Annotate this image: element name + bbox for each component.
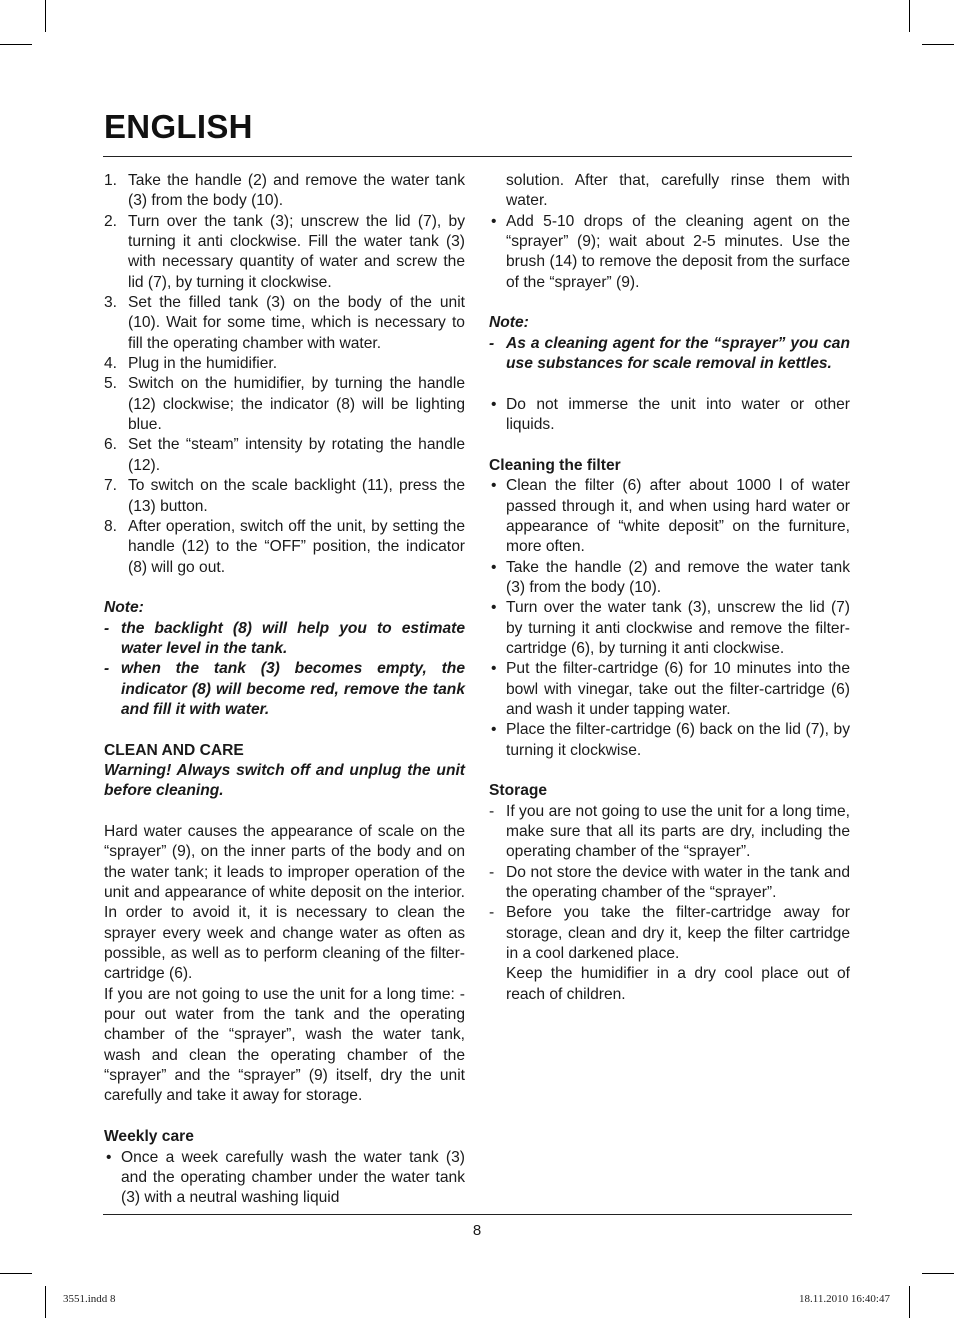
- crop-mark: [922, 44, 954, 45]
- bullet-text: Take the handle (2) and remove the water tank (3) from the body (10).: [506, 558, 850, 596]
- crop-mark: [45, 1286, 46, 1318]
- step-number: 7.: [104, 477, 118, 495]
- list-item: [489, 802, 850, 863]
- paragraph: If you are not going to use the unit for a long time: - pour out water from the tank and the operating chamber of the “sprayer”, wash the water tank, wash and clean the operating chamber of the “sprayer” and the “sprayer” (9) itself, dry the unit carefully and take it away for storage.: [104, 985, 465, 1105]
- page-title: ENGLISH: [104, 108, 253, 145]
- list-item: [489, 395, 850, 436]
- bullet-marker: •: [491, 599, 497, 617]
- bullet-marker: •: [491, 660, 497, 678]
- list-item: [104, 171, 465, 212]
- list-item: [104, 659, 465, 720]
- list-item: [489, 558, 850, 599]
- list-item: [489, 720, 850, 761]
- bullet-text: Put the filter-cartridge (6) for 10 minutes into the bowl with vinegar, take out the filter-cartridge (6) and wash it under tapping water.: [506, 660, 850, 718]
- dash-marker: -: [104, 660, 110, 678]
- note-text: the backlight (8) will help you to estimate water level in the tank.: [121, 619, 465, 657]
- step-text: Take the handle (2) and remove the water tank (3) from the body (10).: [128, 172, 465, 210]
- bullet-marker: •: [491, 477, 497, 495]
- crop-mark: [909, 0, 910, 32]
- dash-marker: -: [489, 802, 495, 820]
- list-item: [104, 212, 465, 293]
- step-text: Set the “steam” intensity by rotating the handle (12).: [128, 436, 465, 474]
- storage-text: If you are not going to use the unit for a long time, make sure that all its parts are dry, including the operating chamber of the “sprayer”.: [506, 802, 850, 861]
- dash-marker: -: [104, 619, 110, 637]
- page-number: 8: [472, 1222, 482, 1239]
- note-label: Note:: [489, 314, 529, 332]
- left-column: [104, 171, 465, 1209]
- header-rule: [103, 156, 852, 157]
- step-number: 4.: [104, 355, 118, 373]
- list-item: [104, 435, 465, 476]
- list-item: [104, 619, 465, 660]
- list-item: [104, 1148, 465, 1209]
- timestamp-slug: 18.11.2010 16:40:47: [799, 1293, 890, 1305]
- bullet-marker: •: [491, 212, 497, 230]
- dash-marker: -: [489, 334, 495, 352]
- crop-mark: [0, 44, 32, 45]
- dash-marker: -: [489, 904, 495, 922]
- step-text: To switch on the scale backlight (11), press the (13) button.: [128, 477, 465, 515]
- list-item: [489, 659, 850, 720]
- bullet-text: Do not immerse the unit into water or other liquids.: [506, 395, 850, 434]
- list-item: [104, 374, 465, 435]
- warning-text: Warning! Always switch off and unplug the unit before cleaning.: [104, 761, 465, 800]
- bullet-text: Place the filter-cartridge (6) back on the lid (7), by turning it clockwise.: [506, 721, 850, 759]
- list-item: [104, 354, 465, 374]
- step-text: Turn over the tank (3); unscrew the lid (7), by turning it anti clockwise. Fill the water tank (3) with necessary quantity of water and screw the lid (7), by turning it clockwise.: [128, 212, 465, 291]
- bullet-text: Once a week carefully wash the water tank (3) and the operating chamber under the water tank (3) with a neutral washing liquid: [121, 1148, 465, 1207]
- step-number: 8.: [104, 517, 118, 535]
- note-text: when the tank (3) becomes empty, the indicator (8) will become red, remove the tank and fill it with water.: [121, 660, 465, 718]
- step-number: 6.: [104, 436, 118, 454]
- crop-mark: [45, 0, 46, 32]
- bullet-marker: •: [491, 721, 497, 739]
- paragraph: Hard water causes the appearance of scale on the “sprayer” (9), on the inner parts of the body and on the water tank; it leads to improper operation of the unit and appearance of white deposit on the interior. In order to avoid it, it is necessary to clean the sprayer every week and change water as often as possible, as well as to perform cleaning of the filter-cartridge (6).: [104, 823, 465, 983]
- file-slug: 3551.indd 8: [63, 1293, 116, 1305]
- list-item: [489, 598, 850, 659]
- list-item: [489, 334, 850, 375]
- list-item: [489, 212, 850, 293]
- step-number: 3.: [104, 294, 118, 312]
- list-item: [104, 517, 465, 578]
- step-text: After operation, switch off the unit, by setting the handle (12) to the “OFF” position, the indicator (8) will go out.: [128, 517, 465, 576]
- step-text: Switch on the humidifier, by turning the handle (12) clockwise; the indicator (8) will be lighting blue.: [128, 375, 465, 434]
- bullet-marker: •: [491, 395, 497, 413]
- crop-mark: [909, 1286, 910, 1318]
- list-item: [489, 903, 850, 964]
- bullet-marker: •: [491, 558, 497, 576]
- paragraph: Keep the humidifier in a dry cool place out of reach of children.: [506, 965, 850, 1003]
- list-item: [104, 293, 465, 354]
- bullet-text: Turn over the water tank (3), unscrew the lid (7) by turning it anti clockwise and remove the filter-cartridge (6), by turning it anti clockwise.: [506, 599, 850, 657]
- section-heading: CLEAN AND CARE: [104, 741, 244, 759]
- crop-mark: [0, 1273, 32, 1274]
- storage-text: Before you take the filter-cartridge away for storage, clean and dry it, keep the filter cartridge in a cool darkened place.: [506, 904, 850, 963]
- list-item: [489, 476, 850, 557]
- note-text: As a cleaning agent for the “sprayer” you can use substances for scale removal in kettles.: [506, 334, 850, 373]
- dash-marker: -: [489, 863, 495, 881]
- bullet-text: Clean the filter (6) after about 1000 l of water passed through it, and when using hard water or appearance of “white deposit” on the furniture, more often.: [506, 477, 850, 556]
- footer-rule: [103, 1214, 852, 1215]
- right-column: [489, 171, 850, 1005]
- list-item: [489, 863, 850, 904]
- step-number: 5.: [104, 375, 118, 393]
- crop-mark: [922, 1273, 954, 1274]
- step-text: Plug in the humidifier.: [128, 355, 278, 373]
- step-number: 2.: [104, 212, 118, 230]
- storage-text: Do not store the device with water in the tank and the operating chamber of the “sprayer”.: [506, 863, 850, 902]
- list-item: [104, 476, 465, 517]
- bullet-text: Add 5-10 drops of the cleaning agent on the “sprayer” (9); wait about 2-5 minutes. Use the brush (14) to remove the deposit from the surface of the “sprayer” (9).: [506, 212, 850, 291]
- note-label: Note:: [104, 599, 144, 617]
- section-heading: Storage: [489, 782, 548, 800]
- section-heading: Weekly care: [104, 1128, 194, 1146]
- bullet-marker: •: [106, 1148, 112, 1166]
- step-text: Set the filled tank (3) on the body of the unit (10). Wait for some time, which is necessary to fill the operating chamber with water.: [128, 294, 465, 352]
- step-number: 1.: [104, 172, 118, 189]
- section-heading: Cleaning the filter: [489, 456, 621, 474]
- paragraph: solution. After that, carefully rinse them with water.: [506, 172, 850, 210]
